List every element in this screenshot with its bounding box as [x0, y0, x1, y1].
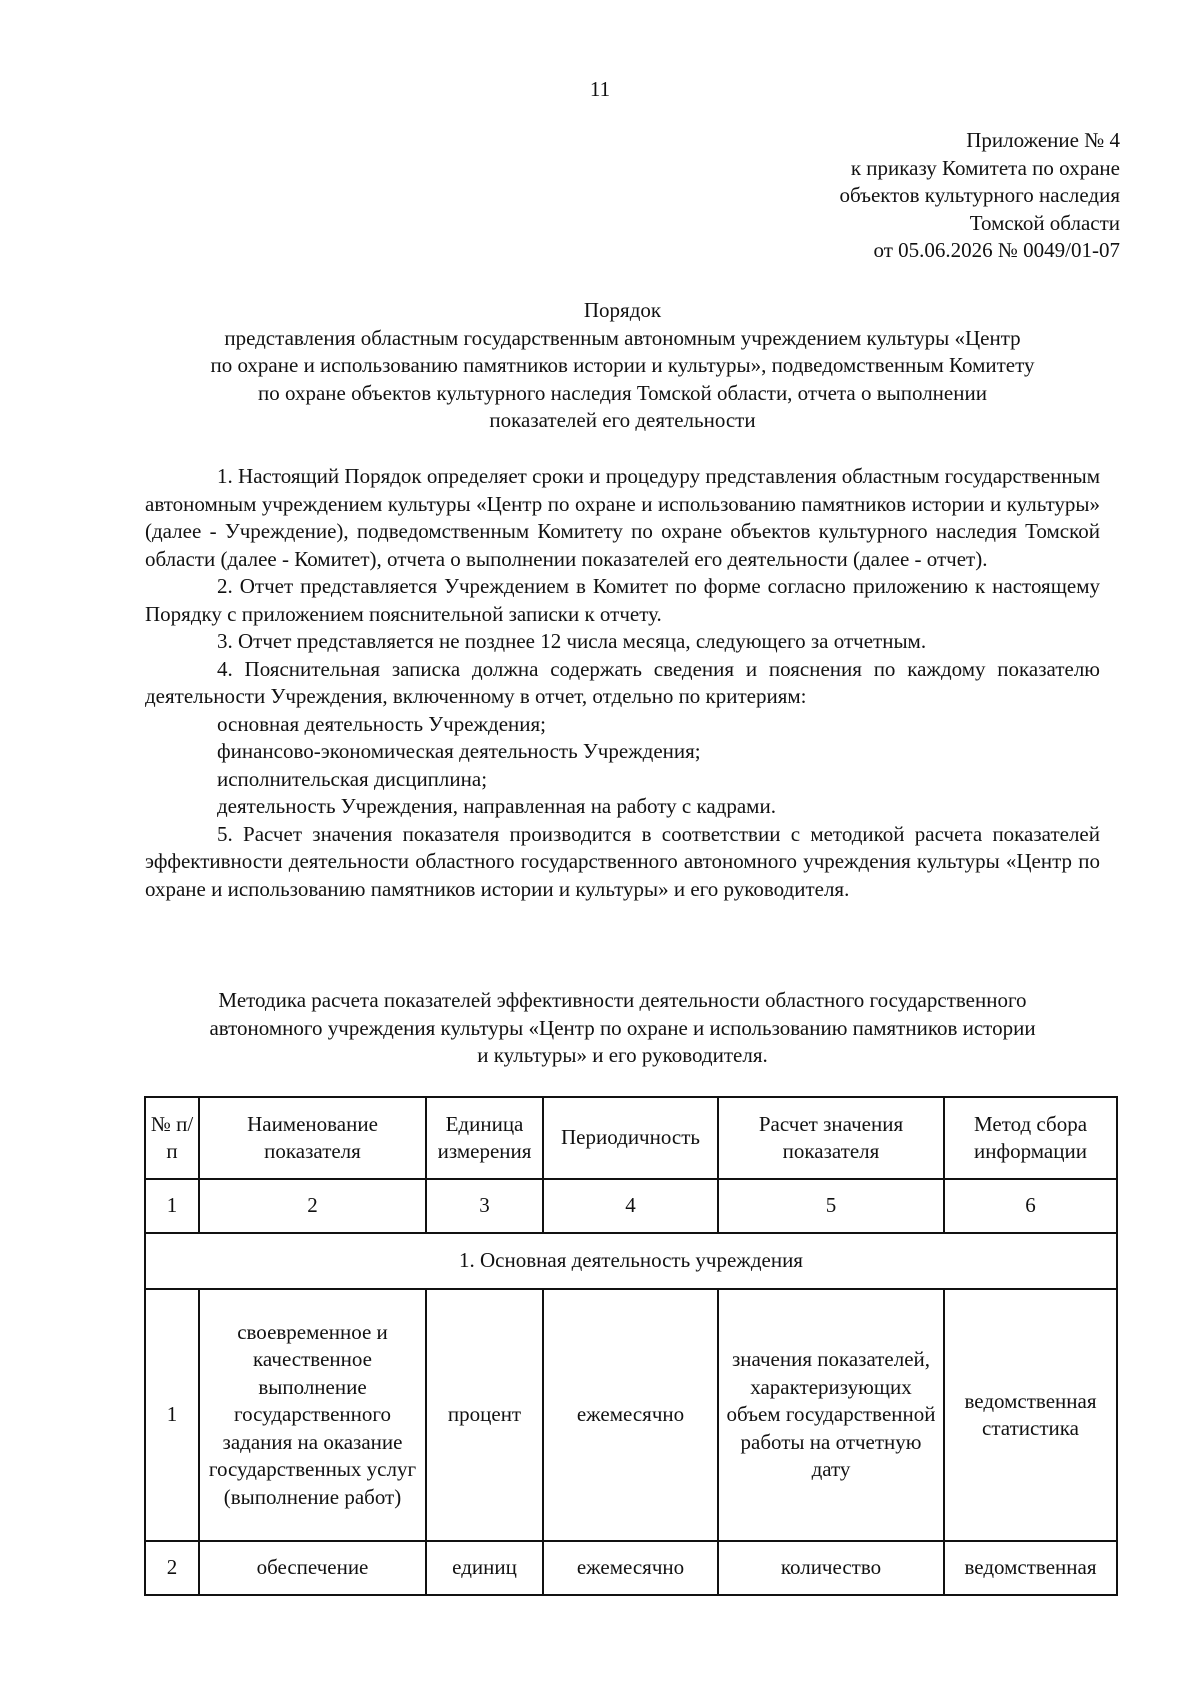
table-cell: ведомственная: [944, 1541, 1117, 1595]
appendix-line: от 05.06.2026 № 0049/01-07: [873, 238, 1120, 262]
column-number-cell: 5: [718, 1179, 944, 1233]
table-cell: 2: [145, 1541, 199, 1595]
section-heading-cell: 1. Основная деятельность учреждения: [145, 1233, 1117, 1289]
column-number-cell: 3: [426, 1179, 543, 1233]
method-title-line: и культуры» и его руководителя.: [477, 1043, 768, 1067]
header-cell: Метод сбора информации: [944, 1097, 1117, 1179]
criterion-item: исполнительская дисциплина;: [217, 766, 488, 791]
document-title: [145, 297, 1100, 435]
page-number: 11: [589, 77, 611, 101]
paragraph-5: 5. Расчет значения показателя производится в соответствии с методикой расчета показателей эффективности деятельности областного государственного автономного учреждения культуры «Центр по охране и использованию памятников истории и культуры» и его руководителя.: [145, 821, 1100, 901]
appendix-line: объектов культурного наследия: [839, 183, 1120, 207]
header-cell: Единица измерения: [426, 1097, 543, 1179]
table-column-numbers-row: [145, 1179, 1117, 1233]
table-row: [145, 1289, 1117, 1541]
paragraph-3: 3. Отчет представляется не позднее 12 числа месяца, следующего за отчетным.: [217, 629, 927, 653]
method-title-line: автономного учреждения культуры «Центр по охране и использованию памятников истории: [209, 1015, 1036, 1040]
paragraph-1: 1. Настоящий Порядок определяет сроки и процедуру представления областным государственным автономным учреждением культуры «Центр по охране и использованию памятников истории и культуры» (далее - Учреждение), подведомственным Комитету по охране объектов культурного наследия Томской области (далее - Комитет), отчета о выполнении показателей его деятельности (далее - отчет).: [145, 464, 1100, 571]
criterion-item: основная деятельность Учреждения;: [217, 711, 547, 736]
appendix-block: [839, 127, 1120, 265]
column-number-cell: 6: [944, 1179, 1117, 1233]
table-section-row: [145, 1233, 1117, 1289]
appendix-line: к приказу Комитета по охране: [850, 155, 1120, 180]
table-row: [145, 1541, 1117, 1595]
column-number-cell: 2: [199, 1179, 426, 1233]
method-title-line: Методика расчета показателей эффективности деятельности областного государственного: [218, 988, 1027, 1012]
table-cell: своевременное и качественное выполнение государственного задания на оказание государственных услуг (выполнение работ): [199, 1289, 426, 1541]
indicators-table: [144, 1096, 1118, 1596]
table-cell: ежемесячно: [543, 1289, 718, 1541]
criterion-item: деятельность Учреждения, направленная на работу с кадрами.: [217, 794, 776, 818]
table-cell: значения показателей, характеризующих объем государственной работы на отчетную дату: [718, 1289, 944, 1541]
title-line: по охране объектов культурного наследия Томской области, отчета о выполнении: [258, 380, 987, 405]
header-cell: Расчет значения показателя: [718, 1097, 944, 1179]
title-heading: Порядок: [583, 298, 662, 322]
table-cell: ежемесячно: [543, 1541, 718, 1595]
header-cell: Периодичность: [543, 1097, 718, 1179]
table-cell: 1: [145, 1289, 199, 1541]
header-cell: Наименование показателя: [199, 1097, 426, 1179]
table-cell: единиц: [426, 1541, 543, 1595]
table-cell: процент: [426, 1289, 543, 1541]
appendix-line: Томской области: [969, 210, 1120, 235]
paragraph-4: 4. Пояснительная записка должна содержать сведения и пояснения по каждому показателю деятельности Учреждения, включенному в отчет, отдельно по критериям:: [145, 656, 1100, 708]
header-cell: № п/п: [145, 1097, 199, 1179]
title-line: представления областным государственным автономным учреждением культуры «Центр: [224, 325, 1021, 350]
table-cell: ведомственная статистика: [944, 1289, 1117, 1541]
appendix-line: Приложение № 4: [966, 128, 1120, 152]
title-line: по охране и использованию памятников истории и культуры», подведомственным Комитету: [210, 353, 1035, 377]
table-cell: количество: [718, 1541, 944, 1595]
table-header-row: [145, 1097, 1117, 1179]
document-body: [145, 463, 1100, 903]
column-number-cell: 4: [543, 1179, 718, 1233]
method-title: [145, 987, 1100, 1070]
table-cell: обеспечение: [199, 1541, 426, 1595]
column-number-cell: 1: [145, 1179, 199, 1233]
criterion-item: финансово-экономическая деятельность Учреждения;: [217, 739, 701, 763]
title-line: показателей его деятельности: [489, 408, 756, 432]
paragraph-2: 2. Отчет представляется Учреждением в Комитет по форме согласно приложению к настоящему Порядку с приложением пояснительной записки к отчету.: [145, 574, 1100, 626]
